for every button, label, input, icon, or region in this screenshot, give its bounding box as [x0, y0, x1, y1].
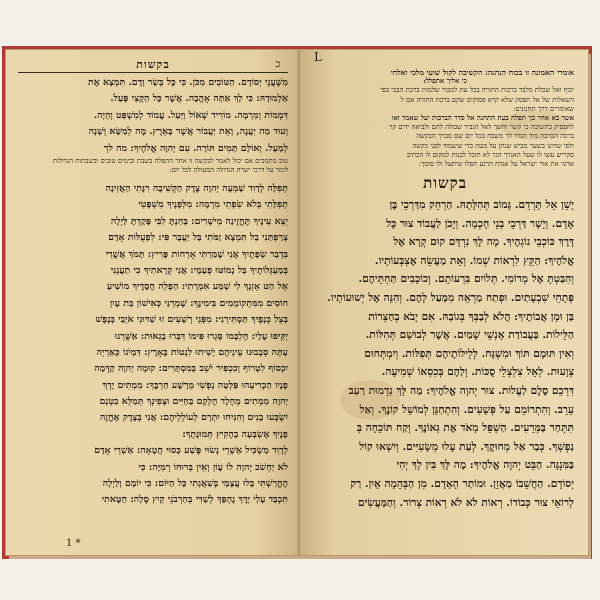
text-line: אָדָם. וְיָשָׁר דַּרְכֵי בְנֵי חָכְמָה. וְיָכֹן לַעֲבוֹד צוּר כָּל: [386, 217, 574, 230]
text-line: תְּפִלָּתִי בְּלֹא שִׂפְתֵי מִרְמָה: מִלְּפָנֶיךָ מִשְׁפָּטִי: [138, 199, 288, 211]
text-line: יְסוֹדָם. הַחֲשֵׁבוֹ מַאֲזֵן. וּמוֹתַר הָאָדָם. מִן הַבְּהֵמָה אָיִן. רַק: [350, 477, 574, 490]
text-line: יָשֵׁן אֵל תָּרְדֵם. גָּמוֹב תְּהִלָּתָהּ. הַרְחֵק מִדַּרְכֵי בֶּן: [389, 199, 574, 211]
text-line: נַפְשְׁךָ. כְּבַר אַל מְחוּקֶךָ. לְעַת עָלוּ מְשָׂעִיִּים. וְיִשְׁאוּ קוֹל: [359, 440, 574, 453]
text-line: וְהִבַּטְתָּ אֶל מְרוֹמִי. תְּלוֹיִם בִּרְעוֹתָם. וְכוֹכָבִים תַּחְתֵּיהֶם.: [358, 273, 574, 286]
text-line: יַקִּיפוּ עָלָי: חֶלְבָּמוֹ סָּגְרוּ פִּימוֹ דִּבְּרוּ בְגֵאוּת: אַשֻּׁרֵנוּ: [114, 330, 288, 342]
text-line: פָנֶיךָ אֶשְׂבְּעָה בְהָקִיץ תְּמוּנָתֶךָ:: [182, 428, 288, 440]
note-line: ולפי שהינו בשער מביש שנתן על מטה כדי שיעמוד לפני בקשה: [412, 141, 574, 150]
text-line: דִּמְמוֹת וְמִרְמָה. מוֹרִיד שְׁאוֹל וַיַּעַל. עֲמוֹד לְמִשְׁפַּט וְהָיָה.: [93, 109, 288, 121]
text-line: יִכְסוֹף לִטְרוֹף וְכִכְפִיר יֹשֵׁב בְּמִסְתָּרִים: קוּמָה יְהוָה קַדְּמָה: [94, 363, 288, 375]
text-line: בַּן וּמָן אֲבוֹתֶיךָ: הֲלֹא לְבַבְּךָ בְּגוֹבַהּ. אִם יָבֹא בְחַצְרוֹת: [368, 310, 574, 323]
text-line: אַלְמוּדָהּ: כִּי לָךְ אַתָּה אָהֳבָה. אֲשֶׁר כָּל הַקְצִי פָּעַל.: [110, 93, 288, 105]
text-line: יְהוָה מִמְתִים מֵחֶלֶד חֶלְקָם בַּחַיִּים וּצְפִינְךָ תְּמַלֵּא בִטְנָם: [99, 396, 288, 408]
text-line: מִשֶּׁעֲנֵי יְסוֹדָם. הַטּוֹבִים מִכֹּן. כִּי כָּל בְּשַׂר וָדָם. תִּמְצָא אֶת: [87, 77, 288, 88]
note-line: שאומרים דרך תחנונים:: [513, 104, 574, 113]
note-line: כי אליך אתפלל:: [423, 77, 467, 86]
left-page-header: [20, 56, 286, 72]
small-note-line: טוב מתמכים אם יכול לאמר לבקשה זו אחר התפלה בשבת ובימים טובים ובשבתות הגדולות: [52, 156, 288, 165]
text-line: לְרוֹאֵי צוּר כְּבוֹדוֹ. רְאוֹת לֹא לֹא רְאוֹת צְרוֹר. וְהַמַּעֲשִׂים: [357, 496, 574, 509]
text-line: לֹא יַחְשֹׁב יְהוָה לוֹ עָוֹן וְאֵין בְּרוּחוֹ רְמִיָּה: כִּי: [138, 461, 288, 473]
text-line: תִּכְבַּד עָלַי יָדֶךָ נֶהְפַּךְ לְשַׁדִּי בְּחַרְבֹנֵי קַיִץ סֶלָה: חַטָּאתִי: [101, 494, 288, 506]
right-page-number: L: [314, 50, 322, 64]
text-line: פָנָיו הַכְרִיעֵהוּ פַּלְּטָה נַפְשִׁי מֵרָשָׁע חַרְבֶּךָ: מִמְתִים יָדְךָ: [102, 379, 288, 391]
text-line: עַתָּה סְבָבוּנוּ עֵינֵיהֶם יָשִׁיתוּ לִנְטוֹת בָּאָרֶץ: דִּמְיֹנוֹ כְּאַרְיֵה: [96, 346, 288, 358]
note-line: אומרי האמונה זו בכוח הנהגה: הקשיבה לקול שועי מלכי ואלהי: [390, 68, 574, 77]
text-line: בְּצֵל כְּנָפֶיךָ תַּסְתִּירֵנִי: מִפְּנֵי רְשָׁעִים זוּ שַׁדּוּנִי אֹיְבַי בְּנֶפֶשׁ: [95, 314, 288, 326]
text-line: יֵצֵא עֵינֶיךָ תֶּחֱזֶינָה מֵישָׁרִים: בָּחַנְתָּ לִבִּי פָּקַדְתָּ לַּיְלָה: [110, 215, 288, 227]
text-line: וְעוּד מַה יַעֲנֶה, וְאֵת יַעֲבוֹר אֲשֶׁר בָּאֵרֶץ. מֶה לְמַשָּׂא וְשָׁנָה: [88, 126, 288, 138]
text-line: עֵרֵב. וְהִתְרוֹמֵם עַל פְּשָׁעִים. וְהִתְחַנֵּן לְמוֹשֵׁל קוֹנֶךָ. וְאַל: [359, 403, 574, 416]
section-heading: בקשות: [423, 174, 467, 192]
text-line: בִּדְבַר שְׂפָתֶיךָ אֲנִי שָׁמַרְתִּי אָרְחוֹת פָּרִיץ: תָּמֹךְ אֲשֻׁרַי: [105, 248, 288, 260]
text-line: בַּמִּנְגָּה. הַבֵּט יְהוָה אֱלֹהֶיךָ: מֶה לָּךְ בִּין לְךָ יְהִי: [396, 459, 574, 472]
text-line: אֱלֹהֶיךָ: הַקֵּץ לִרְאוֹת שְׁמוֹ. וְאֵת מַעֲשֵׂה אֶצְבְּעוֹתָיו.: [374, 254, 574, 267]
note-line: אשר בא אחר כך תפלה בעת התחנה אל סדר הברכות יעל שאמר ואו: [391, 113, 574, 122]
right-page: [300, 50, 588, 555]
text-line: לְדָוִד מַשְׂכִּיל אַשְׁרֵי נְשׂוּי פֶּשַׁע כְּסוּי חֲטָאָה: אַשְׁרֵי אָדָם: [94, 445, 288, 457]
text-line: חוֹסִים מִמִּתְקוֹמְמִים בִּימִינֶךָ: שָׁמְרֵנִי כְּאִישׁוֹן בַּת עָיִן: [109, 297, 288, 309]
note-line: ברכה הברכה מיד הנדר לך משבח בכל יום שם מברך הבקשה: [416, 132, 574, 141]
right-body-lines: [314, 196, 574, 512]
text-line: יִשְׂבְּעוּ בָנִים וְהִנִּיחוּ יִתְרָם לְעוֹלְלֵיהֶם: אֲנִי בְּצֶדֶק אֶחֱזֶה: [100, 412, 288, 424]
small-note-line: לומר על דרכי ישרה הגדולה המעולה לכל יום:: [169, 166, 288, 175]
note-line: אדוני את אור ישראל על אגדה הרגע תפלו שיתעל ולו סומך:: [418, 159, 574, 168]
left-body-lines: [18, 181, 288, 509]
left-running-head: בקשות: [136, 57, 170, 71]
note-line: יכוף ואל שכלת מלבד ברכות התורה בכל עת למכור שלמות ברכת הבכי בפי: [380, 86, 574, 95]
open-book-spread: [6, 50, 588, 555]
note-line: סקריש עשו לו שעל האגרך הגר לא תוכל לבנות למקום לו הכתיב: [406, 150, 574, 159]
text-line: צְרַפְתַּנִי בַל תִּמְצָא זַמֹּתִי בַּל יַעֲבָר פִּי: לִפְעֻלּוֹת אָדָם: [108, 232, 288, 244]
text-line: בְּמַעְגְּלוֹתֶיךָ בַּל נָמוֹטּוּ פְעָמָי: אֲנִי קְרָאתִיךָ כִי תַעֲנֵנִי: [110, 264, 288, 276]
note-line: השאלות של אל תפסק שלא קרא פסוקים שקם ברכת התורה אם ל: [400, 95, 574, 104]
text-line: תְּפִלָּה לְדָוִד שָׁמְעָה יְהוָה צֶדֶק הַקְשִׁיבָה רִנָּתִי הַאֲזִינָה: [105, 183, 288, 194]
text-line: אֵל הַט אָזְנְךָ לִי שְׁמַע אִמְרָתִי: הַפְלֵה חֲסָדֶיךָ מוֹשִׁיעַ: [106, 281, 288, 293]
left-top-lines: [18, 75, 288, 175]
left-page: [6, 50, 300, 555]
text-line: הֶחֱרַשְׁתִּי בָּלוּ עֲצָמָי בְּשַׁאֲגָתִי כָּל הַיּוֹם: כִּי יוֹמָם וָלַיְלָה: [102, 478, 288, 490]
text-line: צְוָעוּת. לְאֵל צִלְצְלֵי סֻכּוֹת. וְלַהֶם בְּכִסְאוֹ שְׁמִיעָה.: [381, 366, 574, 379]
text-line: תִּתְּחַר בַּמְּרֵעִים. הַשְׁפֵּל מְאֹד אֶת גְּאוֹנֶךָ. וְקַח תּוֹכֵחָה בְּ: [356, 422, 574, 435]
right-heading-wrap: [316, 172, 574, 194]
left-page-letter: כ: [275, 58, 281, 70]
text-line: דִּרְכֵם סֶלֶם לַעֲלוֹת. צוּר יְהוָה אֱלֹהֶיךָ: מַה לָּךְ נִדְמוּת רַעַב: [348, 384, 574, 397]
text-line: וְאִין תּוּמָם תּוֹךְ וּמִשְׁגָּח. לְלֵילוֹתֶיהֶם תְּפִלּוֹת. וְיִמְתְּחוּם: [364, 347, 574, 360]
footer-signature-mark: 1 *: [66, 538, 81, 549]
text-line: פְּתָחֵי שִׁבְעָתַיִם. וּפְתַח מַרְאֵה מִמַּעַל לָהֶם. וְהִנֵּה אֶל יְשׁוּעוֹתָיו.: [327, 291, 574, 304]
text-line: לְמַעַל. וְאוֹלָם תָּמִים תּוֹרָה. עִם יְהוָה אֱלֹהֶיךָ: מה לך: [103, 142, 288, 154]
text-line: הַלֵּילוֹת. בַּעֲבוֹדַת אָנְשֵׁי שָׁמַיִם. אֲשֶׁר לְבוּשָׁם תְּהִלּוֹת.: [365, 329, 574, 342]
note-line: להפסיק בתשובה כי קשר וחשך לאל הגביר שבולה להם ולביאה ידים קר: [389, 123, 574, 132]
text-line: דָּרֶךְ כּוֹכְבֵי נוֹגְהֶיךָ. מָה לָךְ נִרְדָּם קוּם קְרָא אֶל: [393, 236, 574, 249]
